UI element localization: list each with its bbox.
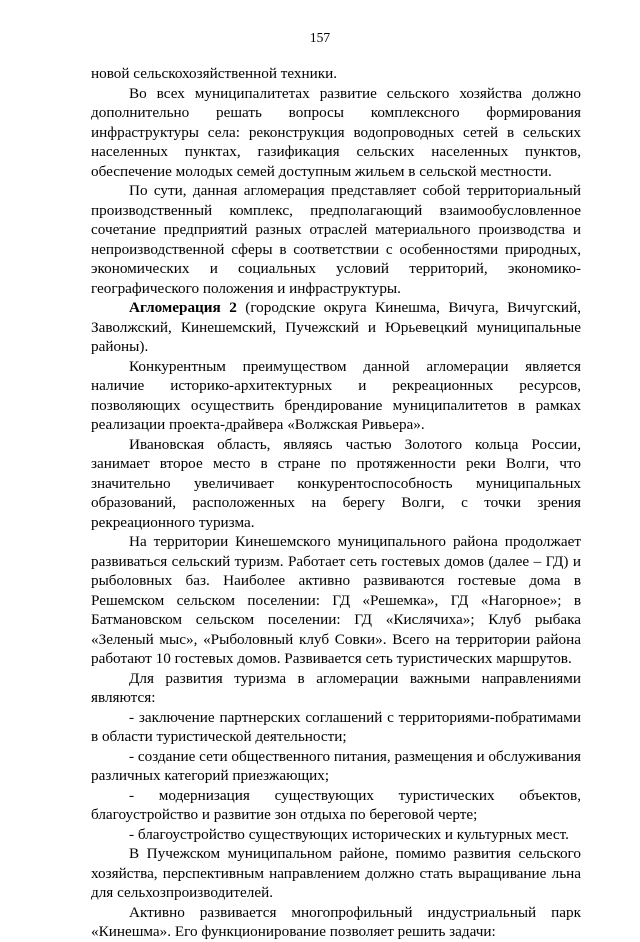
text-line: для сельхозпроизводителей. xyxy=(91,884,274,901)
text-line: Для развития туризма в агломерации важными направлениями xyxy=(129,669,581,687)
text-line: реализации проекта-драйвера «Волжская Ривьера». xyxy=(91,416,425,433)
text-line: производственный комплекс, предполагающий взаимообусловленное xyxy=(91,201,581,219)
text-line: обеспечение молодых семей доступным жильем в сельской местности. xyxy=(91,162,552,180)
text-line: развиваться сельский туризм. Работает сеть гостевых домов (далее – ГД) и xyxy=(91,552,581,570)
text-line: занимает второе место в стране по протяженности реки Волги, что xyxy=(91,455,581,472)
text-line: По сути, данная агломерация представляет собой территориальный xyxy=(129,182,581,199)
text-line: благоустройство и развитие зон отдыха по береговой черте; xyxy=(91,806,478,823)
text-line: рыболовных баз. Наиболее активно развиваются гостевые дома в xyxy=(91,572,581,589)
text-line: В Пучежском муниципальном районе, помимо развития сельского xyxy=(129,845,581,862)
text-line: населенных пунктах, газификация сельских населенных пунктов, xyxy=(91,143,581,160)
text-line: - благоустройство существующих исторических и культурных мест. xyxy=(129,825,569,843)
text-line: Активно развивается многопрофильный индустриальный парк xyxy=(129,903,581,921)
text-line: «Зеленый мыс», «Рыболовный клуб Совки». Всего на территории района xyxy=(91,630,581,648)
text-line: Решемском сельском поселении: ГД «Решемка», ГД «Нагорное»; в xyxy=(91,591,581,609)
text-line: - модернизация существующих туристических объектов, xyxy=(129,786,581,804)
text-line: новой сельскохозяйственной техники. xyxy=(91,65,338,82)
text-line: хозяйства, перспективным направлением должно стать выращивание льна xyxy=(91,864,581,882)
body-text xyxy=(91,64,581,942)
text-line: - заключение партнерских соглашений с территориями-побратимами xyxy=(129,708,581,726)
text-line: Во всех муниципалитетах развитие сельского хозяйства должно xyxy=(129,84,581,102)
text-line: экономических и социальных условий территорий, экономико- xyxy=(91,260,581,277)
text-line xyxy=(91,298,581,318)
text-line: Ивановская область, являясь частью Золотого кольца России, xyxy=(129,435,581,453)
text-line: Батмановском сельском поселении: ГД «Кислячиха»; Клуб рыбака xyxy=(91,611,581,628)
text-line: наличие историко-архитектурных и рекреационных ресурсов, xyxy=(91,377,581,394)
text-line: - создание сети общественного питания, размещения и обслуживания xyxy=(129,747,581,765)
text-line: непроизводственной сферы в соответствии с особенностями природных, xyxy=(91,240,581,258)
text-line: На территории Кинешемского муниципального района продолжает xyxy=(129,533,581,550)
page-number: 157 xyxy=(309,30,331,45)
text-line: дополнительно решать вопросы комплексного формирования xyxy=(91,104,581,121)
text-line: сочетание предприятий разных отраслей материального производства и xyxy=(91,221,581,238)
text-line: географического положения и инфраструктуры. xyxy=(91,279,401,297)
text-line: Конкурентным преимуществом данной агломерации является xyxy=(129,357,581,375)
text-line: Заволжский, Кинешемский, Пучежский и Юрьевецкий муниципальные xyxy=(91,318,581,336)
text-line: рекреационного туризма. xyxy=(91,513,255,531)
text-line: инфраструктуры села: реконструкция водопроводных сетей в сельских xyxy=(91,123,581,141)
text-line: позволяющих осуществить брендирование муниципалитетов в рамках xyxy=(91,396,581,414)
bold-heading-text: Агломерация 2 xyxy=(129,299,237,316)
text-line: в области туристической деятельности; xyxy=(91,728,347,745)
text-line: являются: xyxy=(91,689,156,706)
text-line: образований, расположенных на берегу Волги, с точки зрения xyxy=(91,494,581,511)
text-line: «Кинешма». Его функционирование позволяет решить задачи: xyxy=(91,923,496,940)
text-line: различных категорий приезжающих; xyxy=(91,767,330,784)
text-line: работают 10 гостевых домов. Развивается сеть туристических маршрутов. xyxy=(91,650,572,667)
text-line: значительно увеличивает конкурентоспособность муниципальных xyxy=(91,474,581,492)
text-line: районы). xyxy=(91,338,149,355)
line-text: (городские округа Кинешма, Вичуга, Вичугский, xyxy=(236,299,581,316)
